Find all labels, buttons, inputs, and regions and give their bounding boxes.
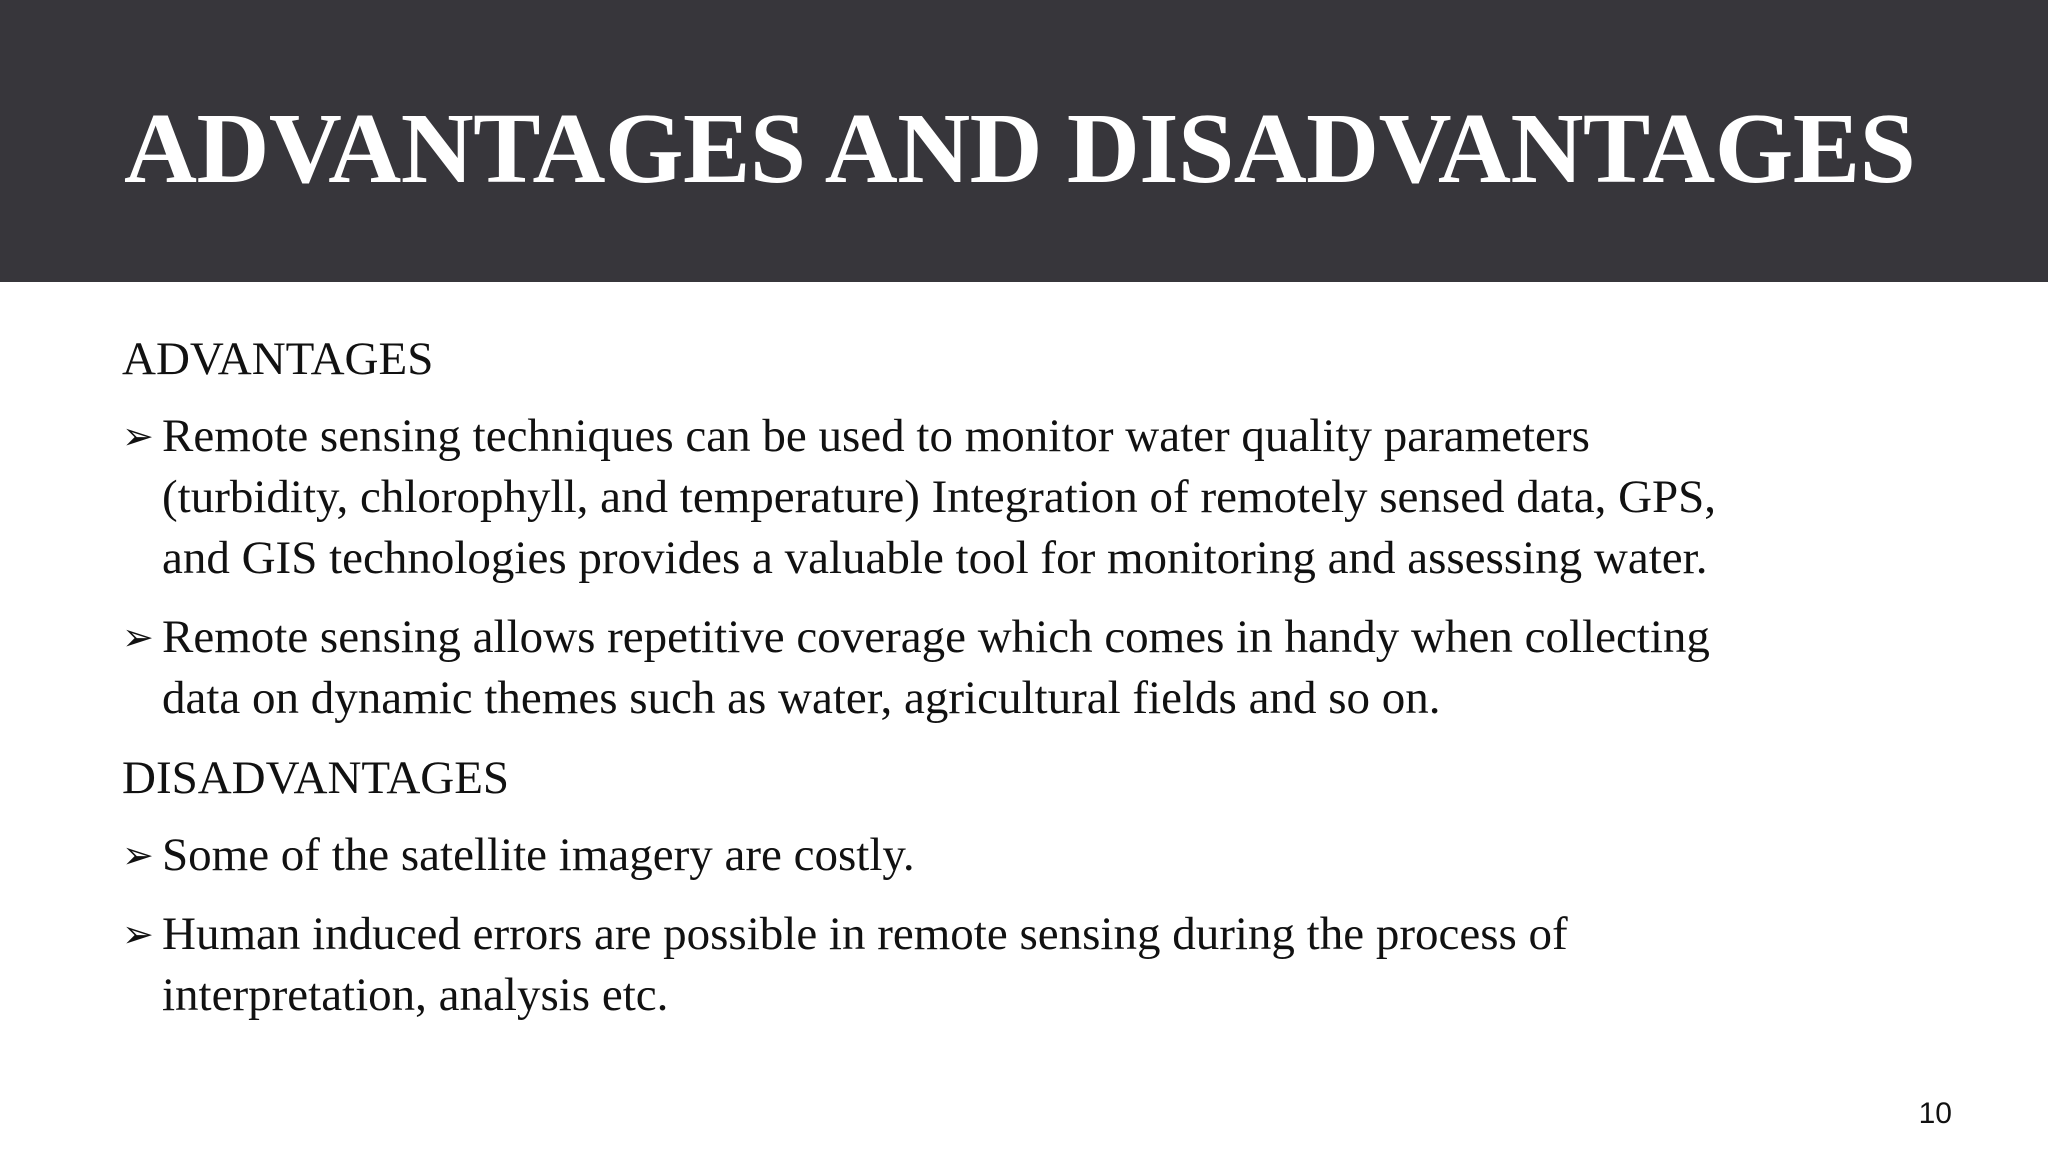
bullet-line: Human induced errors are possible in remote sensing during the process of: [162, 908, 1568, 960]
slide-title: ADVANTAGES AND DISADVANTAGES: [124, 92, 1916, 204]
advantages-heading: ADVANTAGES: [122, 333, 434, 385]
arrowhead-bullet-icon: ➢: [122, 833, 154, 877]
advantage-bullet: [122, 607, 1902, 729]
bullet-line: Some of the satellite imagery are costly.: [162, 829, 915, 881]
bullet-line: interpretation, analysis etc.: [162, 969, 669, 1021]
bullet-line: Remote sensing allows repetitive coverage which comes in handy when collecting: [162, 611, 1710, 663]
bullet-line: (turbidity, chlorophyll, and temperature) Integration of remotely sensed data, GPS,: [162, 471, 1717, 523]
advantage-bullet: [122, 406, 1902, 589]
disadvantages-heading: DISADVANTAGES: [122, 752, 510, 804]
bullet-line: data on dynamic themes such as water, agricultural fields and so on.: [162, 672, 1441, 724]
page-number: 10: [1918, 1097, 1952, 1130]
arrowhead-bullet-icon: ➢: [122, 912, 154, 956]
arrowhead-bullet-icon: ➢: [122, 615, 154, 659]
disadvantage-bullet: [122, 904, 1902, 1026]
slide-content: [122, 328, 1902, 1044]
bullet-line: Remote sensing techniques can be used to monitor water quality parameters: [162, 410, 1590, 462]
disadvantage-bullet: [122, 825, 1902, 886]
arrowhead-bullet-icon: ➢: [122, 414, 154, 458]
bullet-line: and GIS technologies provides a valuable tool for monitoring and assessing water.: [162, 532, 1708, 584]
title-bar: [0, 0, 2048, 282]
